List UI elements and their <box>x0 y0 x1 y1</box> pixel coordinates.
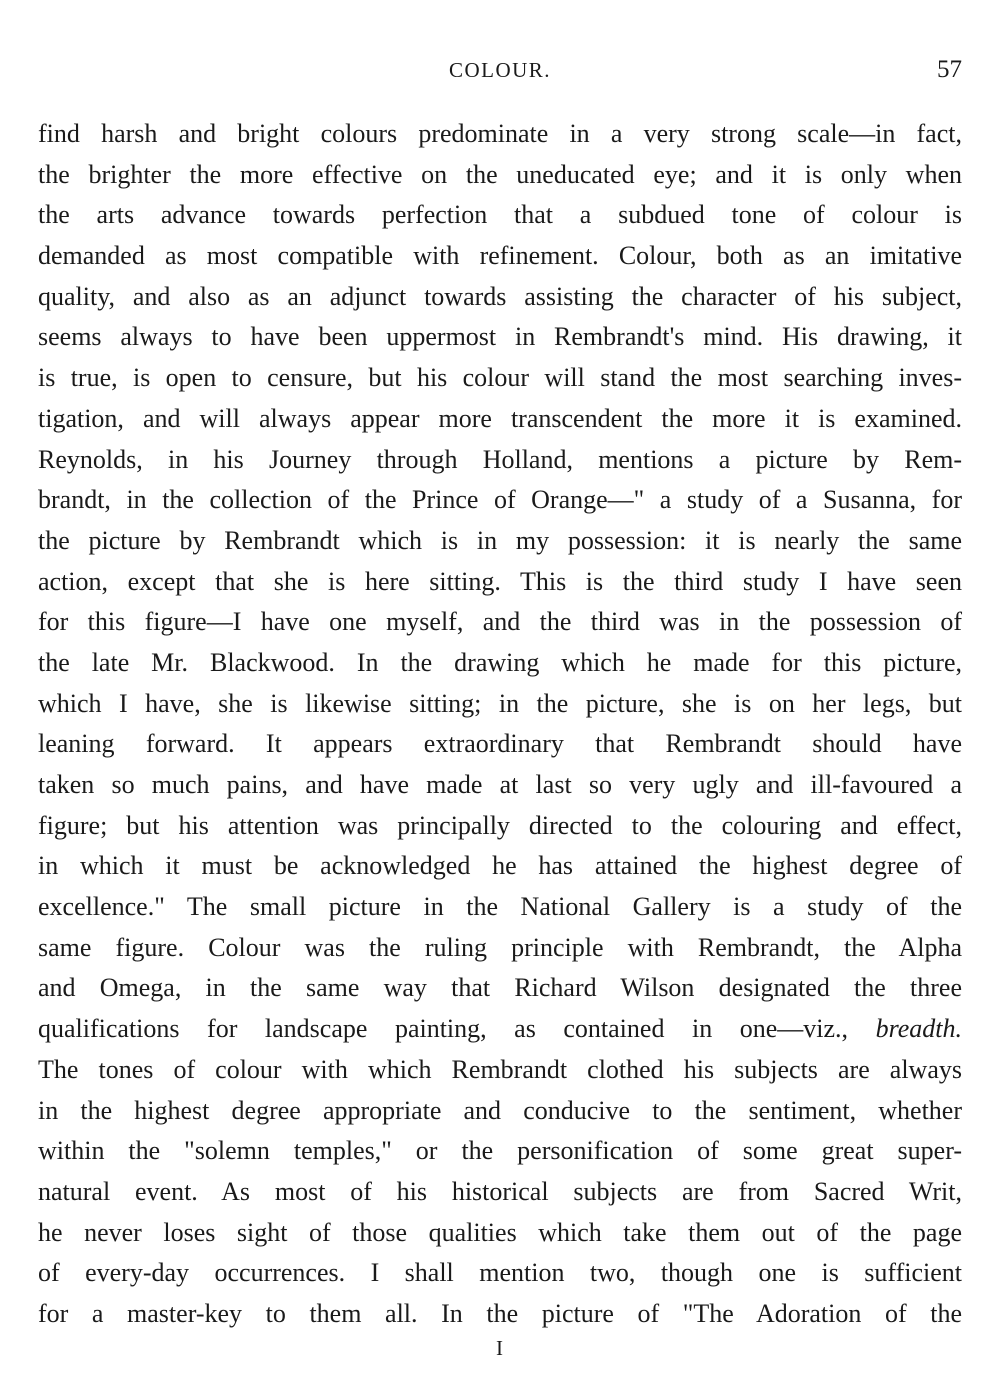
text-line: natural event. As most of his historical subjects are from Sacred Writ, <box>38 1176 962 1206</box>
text-line: in which it must be acknowledged he has attained the highest degree of <box>38 851 962 881</box>
running-head: COLOUR. <box>448 58 552 82</box>
text-line: within the "solemn temples," or the personification of some great super- <box>38 1136 962 1166</box>
text-line <box>38 1009 962 1050</box>
body-text <box>38 114 962 1335</box>
text-line: which I have, she is likewise sitting; in the picture, she is on her legs, but <box>38 688 962 718</box>
text-line: find harsh and bright colours predominate in a very strong scale—in fact, <box>38 119 962 148</box>
text-line: quality, and also as an adjunct towards assisting the character of his subject, <box>38 281 962 311</box>
page-number: 57 <box>937 56 962 83</box>
text-line: the late Mr. Blackwood. In the drawing which he made for this picture, <box>38 647 962 677</box>
text-line: Reynolds, in his Journey through Holland, mentions a picture by Rem- <box>38 444 962 474</box>
text-line: the arts advance towards perfection that a subdued tone of colour is <box>38 200 962 230</box>
text-line: action, except that she is here sitting. This is the third study I have seen <box>38 566 962 596</box>
text-line: excellence." The small picture in the National Gallery is a study of the <box>38 892 962 922</box>
italic-word: breadth. <box>875 1014 963 1044</box>
text-line: The tones of colour with which Rembrandt clothed his subjects are always <box>38 1054 962 1084</box>
page-header <box>38 58 962 88</box>
text-line: the picture by Rembrandt which is in my possession: it is nearly the same <box>38 525 962 555</box>
text-line: demanded as most compatible with refinement. Colour, both as an imitative <box>38 241 962 271</box>
text-line: in the highest degree appropriate and conducive to the sentiment, whether <box>38 1095 962 1125</box>
text-line: is true, is open to censure, but his colour will stand the most searching inves- <box>38 363 962 393</box>
text-line: leaning forward. It appears extraordinary that Rembrandt should have <box>38 729 962 759</box>
text-line: tigation, and will always appear more transcendent the more it is examined. <box>38 403 962 433</box>
text-line: brandt, in the collection of the Prince of Orange—" a study of a Susanna, for <box>38 485 962 515</box>
text-line: of every-day occurrences. I shall mention two, though one is sufficient <box>38 1258 962 1288</box>
text-line: and Omega, in the same way that Richard Wilson designated the three <box>38 973 962 1003</box>
text-line: the brighter the more effective on the uneducated eye; and it is only when <box>38 159 962 189</box>
text-line: same figure. Colour was the ruling principle with Rembrandt, the Alpha <box>38 932 962 962</box>
text-line: figure; but his attention was principally directed to the colouring and effect, <box>38 810 962 840</box>
text-line: seems always to have been uppermost in Rembrandt's mind. His drawing, it <box>38 322 962 352</box>
text-line: for this figure—I have one myself, and the third was in the possession of <box>38 607 962 637</box>
signature-mark: I <box>496 1336 504 1360</box>
text-line: for a master-key to them all. In the picture of "The Adoration of the <box>38 1298 962 1328</box>
text-line: taken so much pains, and have made at last so very ugly and ill-favoured a <box>38 770 962 799</box>
text-line-content: qualifications for landscape painting, as contained in one—viz., <box>38 1014 849 1044</box>
text-line: he never loses sight of those qualities which take them out of the page <box>38 1217 962 1247</box>
